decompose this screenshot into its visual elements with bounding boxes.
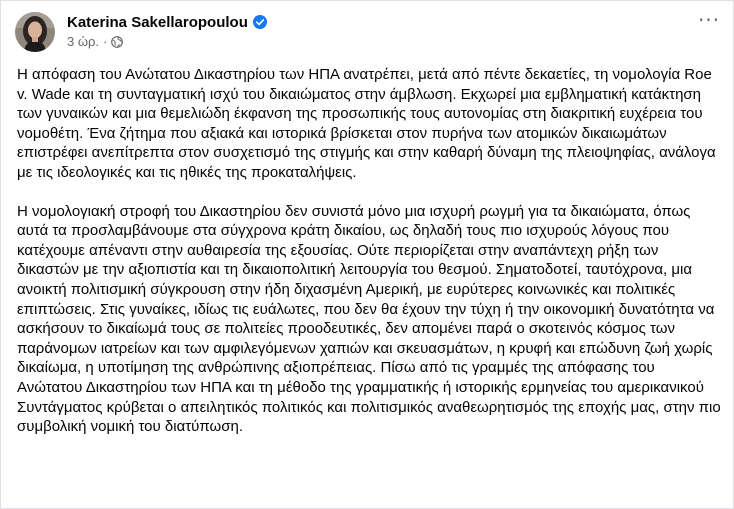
post-header — [15, 12, 267, 52]
post-body — [17, 65, 721, 437]
more-options-icon: ··· — [697, 8, 721, 32]
post-subline — [67, 34, 267, 49]
author-row — [67, 12, 267, 32]
post-timestamp[interactable]: 3 ώρ. — [67, 34, 99, 49]
more-options-button[interactable] — [691, 9, 727, 31]
verified-badge-icon — [253, 15, 267, 29]
globe-icon[interactable] — [111, 36, 123, 48]
post-meta — [67, 12, 267, 49]
author-name[interactable]: Katerina Sakellaropoulou — [67, 13, 248, 31]
separator-dot: · — [103, 34, 108, 49]
avatar-image — [15, 12, 55, 52]
post-paragraph-1: Η απόφαση του Ανώτατου Δικαστηρίου των ΗΠΑ ανατρέπει, μετά από πέντε δεκαετίες, τη νομολογία Roe v. Wade και τη συνταγματική ισχύ του δικαιώματος στην άμβλωση. Εκχωρεί μια εμβληματική κατάκτηση των γυναικών και μια θεμελιώδη έκφανση της προσωπικής τους αυτονομίας στη διακριτική ευχέρεια του νομοθέτη. Ένα ζήτημα που αξιακά και ιστορικά βρίσκεται στον πυρήνα των ατομικών δικαιωμάτων επιστρέφει ανεπίτρεπτα στον συσχετισμό της στιγμής και στην καθαρή δύναμη της πλειοψηφίας, ανάλογα με τις ιδεολογικές και τις ηθικές της προκαταλήψεις. — [17, 66, 716, 181]
avatar[interactable] — [15, 12, 55, 52]
post-paragraph-2: Η νομολογιακή στροφή του Δικαστηρίου δεν συνιστά μόνο μια ισχυρή ρωγμή για τα δικαιώματα, όπως αυτά τα προσλαμβάνουμε στα σύγχρονα κράτη δικαίου, ως δηλαδή τους πιο ισχυρούς λόγους που κατέχουμε απέναντι στην αυθαιρεσία της εξουσίας. Ούτε περιορίζεται στην αναπάντεχη ρήξη των δικαστών με την αξιοπιστία και τη δικαιοπολιτική λειτουργία του θεσμού. Σηματοδοτεί, ταυτόχρονα, μια ανοικτή πολιτισμική σύγκρουση στην ήδη διχασμένη Αμερική, με ευρύτερες κοινωνικές και πολιτικές επιπτώσεις. Στις γυναίκες, ιδίως τις ευάλωτες, που δεν θα έχουν την τύχη ή την οικονομική δυνατότητα να ασκήσουν το δικαίωμά τους σε πολιτείες προοδευτικές, δεν απομένει παρά ο σκοτεινός κόσμος των παράνομων ιατρείων και των αμφιλεγόμενων χαπιών και σκευασμάτων, η κρυφή και επώδυνη ζωή χωρίς δικαίωμα, η υποτίμηση της ανθρώπινης αξιοπρέπειας. Πίσω από τις γραμμές της απόφασης του Ανώτατου Δικαστηρίου των ΗΠΑ και τη μέθοδο της γραμματικής ή ιστορικής ερμηνείας του αμερικανικού Συντάγματος κρύβεται ο απειλητικός πολιτικός και πολιτισμικός αναθεωρητισμός της εποχής μας, στην πιο συμβολική νομική του διατύπωση. — [17, 202, 721, 436]
